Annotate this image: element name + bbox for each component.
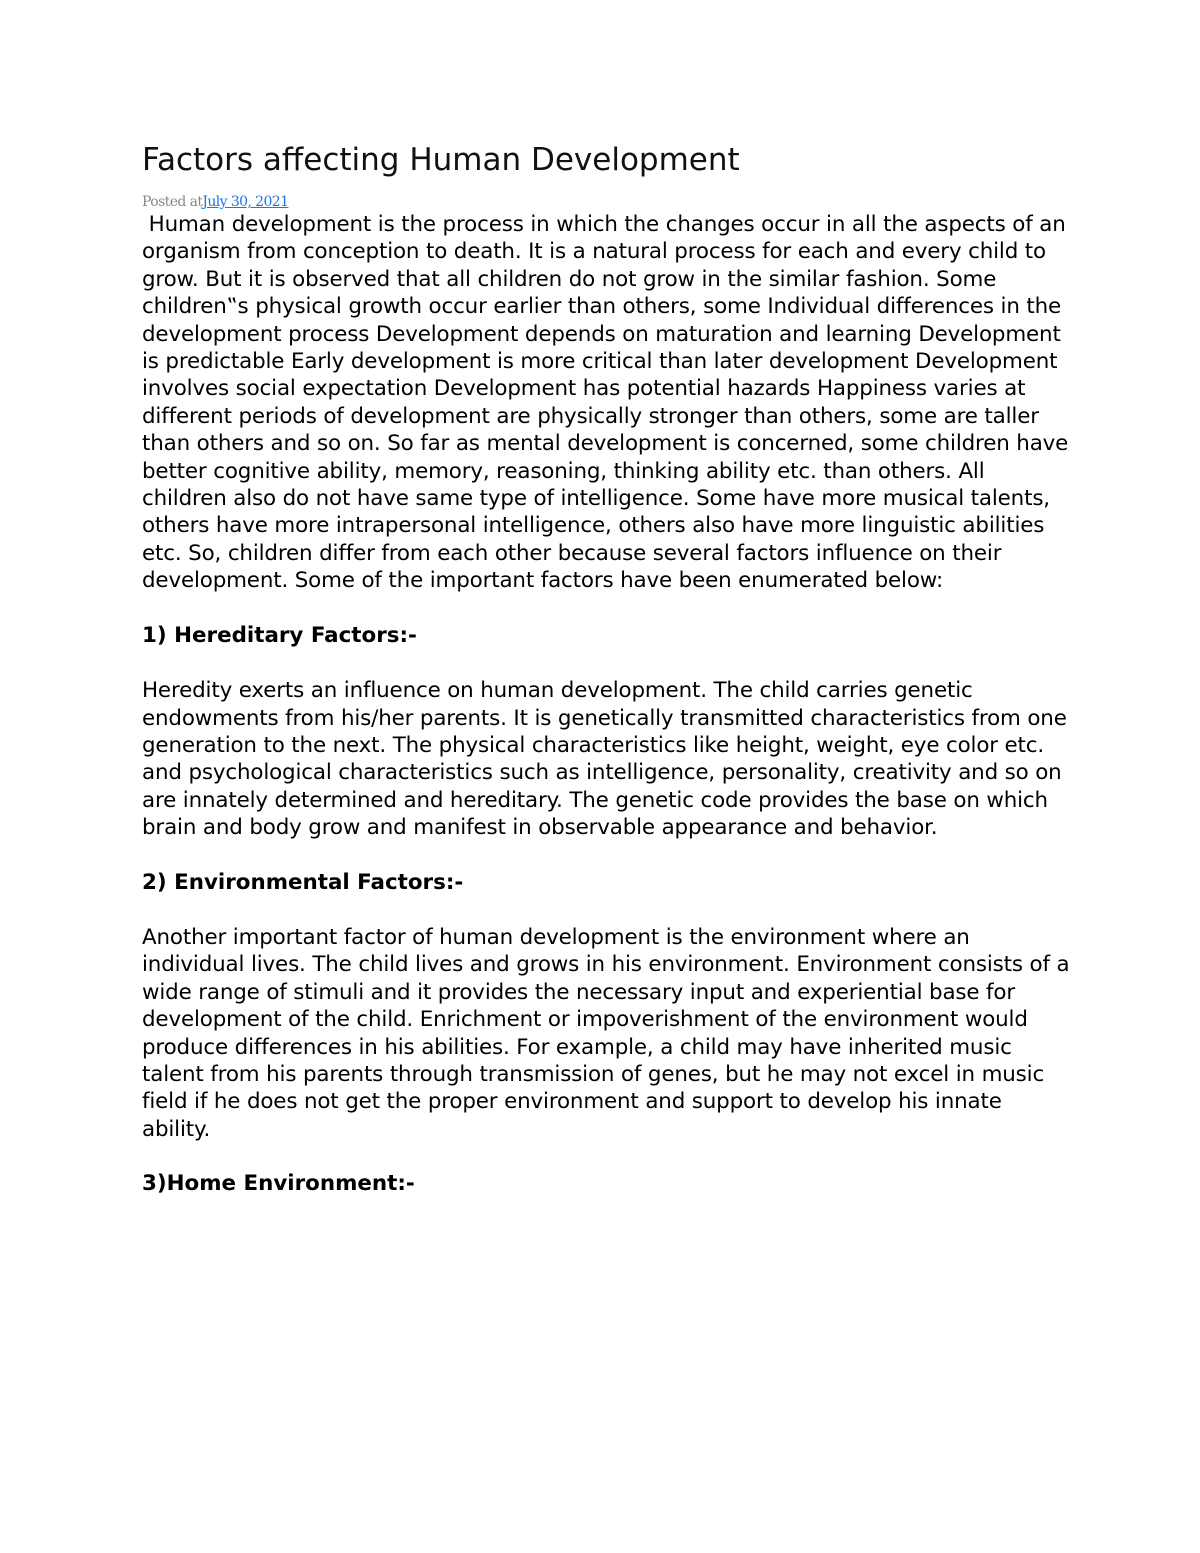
- section-text-hereditary: Heredity exerts an influence on human development. The child carries genetic endowments from his/her parents. It is genetically transmitted characteristics from one generation to the next. The physical characteristics like height, weight, eye color etc. and psychological characteristics such as intelligence, personality, creativity and so on are innately determined and hereditary. The genetic code provides the base on which brain and body grow and manifest in observable appearance and behavior.: [142, 678, 1067, 841]
- section-heading-environmental: 2) Environmental Factors:-: [142, 869, 464, 895]
- posted-prefix: Posted at: [142, 194, 203, 210]
- section-heading-hereditary: 1) Hereditary Factors:-: [142, 622, 417, 648]
- document-title: Factors affecting Human Development: [142, 142, 740, 178]
- document-page: [142, 140, 1075, 1198]
- intro-paragraph: Human development is the process in which the changes occur in all the aspects of an organism from conception to death. It is a natural process for each and every child to grow. But it is observed that all children do not grow in the similar fashion. Some children‟s physical growth occur earlier than others, some Individual differences in the development process Development depends on maturation and learning Development is predictable Early development is more critical than later development Development involves social expectation Development has potential hazards Happiness varies at different periods of development are physically stronger than others, some are taller than others and so on. So far as mental development is concerned, some children have better cognitive ability, memory, reasoning, thinking ability etc. than others. All children also do not have same type of intelligence. Some have more musical talents, others have more intrapersonal intelligence, others also have more linguistic abilities etc. So, children differ from each other because several factors influence on their development. Some of the important factors have been enumerated below:: [142, 212, 1075, 594]
- posted-meta: [142, 193, 1072, 211]
- section-heading-home-environment: 3)Home Environment:-: [142, 1171, 415, 1197]
- posted-date-link[interactable]: July 30, 2021: [202, 194, 289, 210]
- section-text-environmental: Another important factor of human development is the environment where an individual lives. The child lives and grows in his environment. Environment consists of a wide range of stimuli and it provides the necessary input and experiential base for development of the child. Enrichment or impoverishment of the environment would produce differences in his abilities. For example, a child may have inherited music talent from his parents through transmission of genes, but he may not excel in music field if he does not get the proper environment and support to develop his innate ability.: [142, 924, 1070, 1142]
